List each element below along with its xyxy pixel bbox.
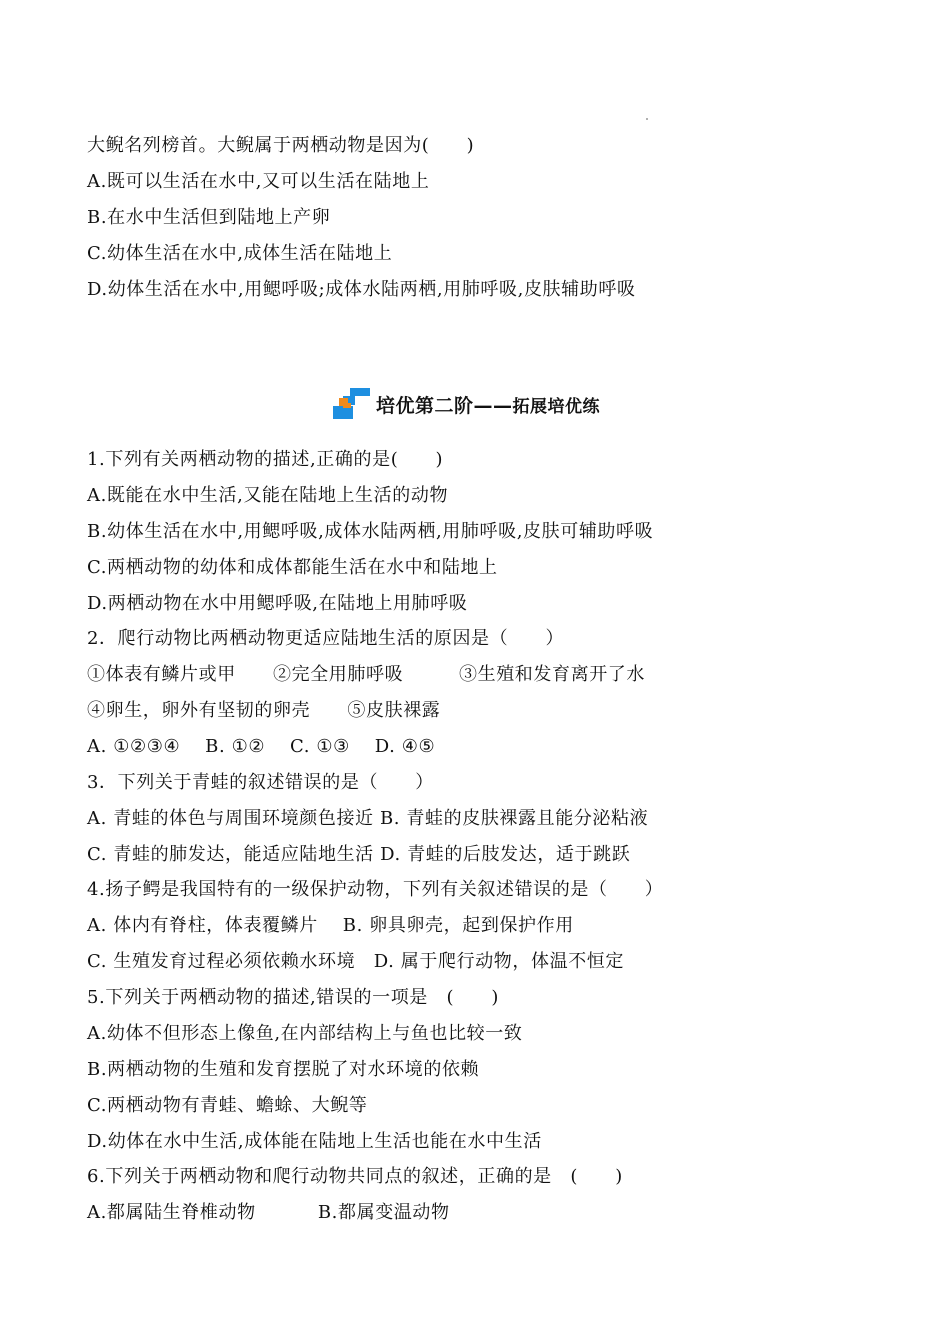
- q1-option-d: D.两栖动物在水中用鳃呼吸,在陆地上用肺呼吸: [87, 593, 468, 614]
- q3-options-cd: C. 青蛙的肺发达，能适应陆地生活 D. 青蛙的后肢发达，适于跳跃: [87, 844, 631, 865]
- q2-items-1: ①体表有鳞片或甲 ②完全用肺呼吸 ③生殖和发育离开了水: [87, 664, 645, 685]
- question-stem-tail: 大鲵名列榜首。大鲵属于两栖动物是因为( ): [87, 135, 475, 156]
- section-title-main: 培优第二阶——: [376, 394, 513, 417]
- q1-option-c: C.两栖动物的幼体和成体都能生活在水中和陆地上: [87, 557, 498, 578]
- scan-dot: [646, 118, 648, 120]
- section-title-sub: 拓展培优练: [512, 396, 601, 417]
- q4-options-ab: A. 体内有脊柱，体表覆鳞片 B. 卵具卵壳，起到保护作用: [87, 915, 574, 936]
- option-b: B.在水中生活但到陆地上产卵: [87, 207, 331, 228]
- stacked-blocks-icon: [330, 386, 372, 422]
- q4-stem: 4.扬子鳄是我国特有的一级保护动物，下列有关叙述错误的是（ ）: [87, 879, 664, 900]
- q5-option-c: C.两栖动物有青蛙、蟾蜍、大鲵等: [87, 1095, 368, 1116]
- q1-stem: 1.下列有关两栖动物的描述,正确的是( ): [87, 449, 444, 470]
- q6-options-ab: A.都属陆生脊椎动物 B.都属变温动物: [87, 1202, 450, 1223]
- q5-option-b: B.两栖动物的生殖和发育摆脱了对水环境的依赖: [87, 1059, 480, 1080]
- option-c: C.幼体生活在水中,成体生活在陆地上: [87, 243, 393, 264]
- q2-items-2: ④卵生，卵外有坚韧的卵壳 ⑤皮肤裸露: [87, 700, 441, 721]
- q5-option-a: A.幼体不但形态上像鱼,在内部结构上与鱼也比较一致: [87, 1023, 523, 1044]
- option-a: A.既可以生活在水中,又可以生活在陆地上: [87, 171, 430, 192]
- q2-options: A. ①②③④ B. ①② C. ①③ D. ④⑤: [87, 736, 436, 757]
- q4-options-cd: C. 生殖发育过程必须依赖水环境 D. 属于爬行动物，体温不恒定: [87, 951, 625, 972]
- q2-stem: 2．爬行动物比两栖动物更适应陆地生活的原因是（ ）: [87, 628, 565, 649]
- option-d: D.幼体生活在水中,用鳃呼吸;成体水陆两栖,用肺呼吸,皮肤辅助呼吸: [87, 279, 636, 300]
- q3-stem: 3．下列关于青蛙的叙述错误的是（ ）: [87, 772, 434, 793]
- q5-stem: 5.下列关于两栖动物的描述,错误的一项是 ( ): [87, 987, 499, 1008]
- q6-stem: 6.下列关于两栖动物和爬行动物共同点的叙述，正确的是 ( ): [87, 1166, 623, 1187]
- q1-option-a: A.既能在水中生活,又能在陆地上生活的动物: [87, 485, 449, 506]
- q1-option-b: B.幼体生活在水中,用鳃呼吸,成体水陆两栖,用肺呼吸,皮肤可辅助呼吸: [87, 521, 654, 542]
- q5-option-d: D.幼体在水中生活,成体能在陆地上生活也能在水中生活: [87, 1131, 542, 1152]
- q3-options-ab: A. 青蛙的体色与周围环境颜色接近 B. 青蛙的皮肤裸露且能分泌粘液: [87, 808, 649, 829]
- section-heading: [330, 384, 600, 424]
- section-title: [376, 391, 600, 418]
